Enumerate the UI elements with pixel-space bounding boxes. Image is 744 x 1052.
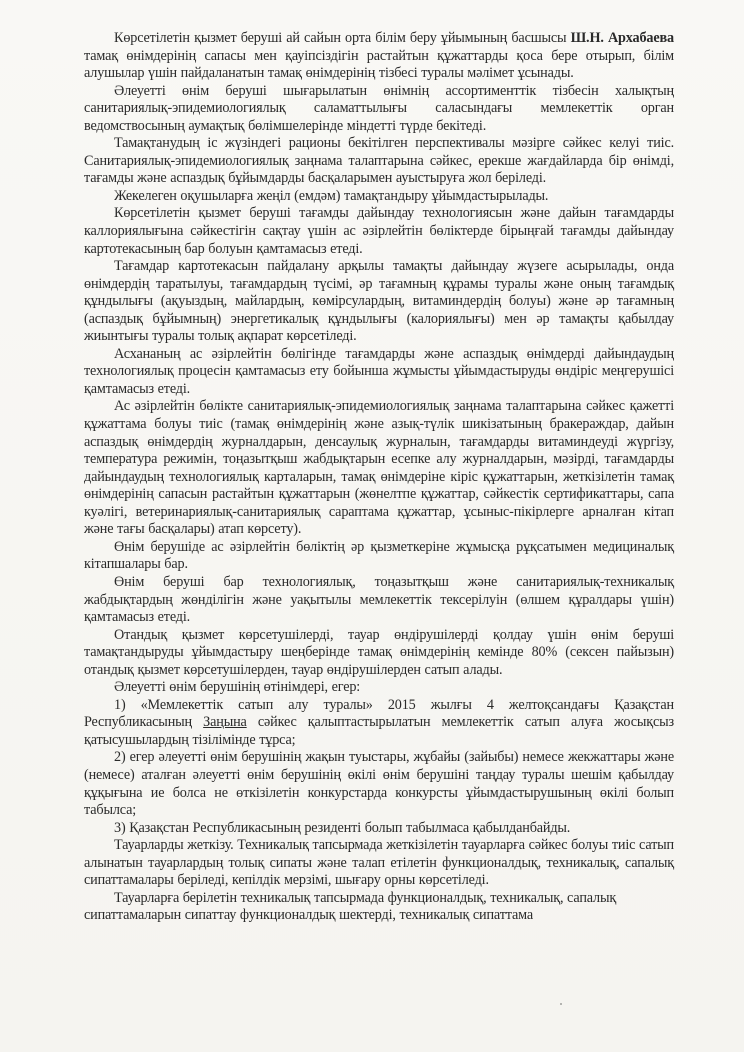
paragraph [84, 890, 674, 925]
paragraph [84, 749, 674, 819]
text-run: Отандық қызмет көрсетушілерді, тауар өндірушілерді қолдау үшін өнім беруші тамақтандыруды ұйымдастыру шеңберінде тамақ өнімдерінің кемінде 80% (сексен пайызын) отандық қызмет көрсетушілерден, тауар өндірушілерден сатып алады. [84, 626, 674, 678]
paragraph [84, 346, 674, 399]
paragraph [84, 135, 674, 188]
paragraph [84, 539, 674, 574]
paragraph [84, 83, 674, 136]
paragraph [84, 820, 674, 838]
paragraph [84, 679, 674, 697]
paragraph [84, 574, 674, 627]
paragraph [84, 205, 674, 258]
paragraph [84, 398, 674, 538]
text-run: 2) егер әлеуетті өнім берушінің жақын туыстары, жұбайы (зайыбы) немесе жекжаттары және (немесе) аталған әлеуетті өнім берушінің өкілі өнім берушіні таңдау туралы шешім қабылдау құқығына ие болса не өткізілетін конкурстарда конкурсты ұйымдастырушының өкілі болып табылса; [84, 749, 674, 819]
text-run: Жекелеген оқушыларға жеңіл (емдәм) тамақтандыру ұйымдастырылады. [114, 187, 549, 204]
paragraph [84, 258, 674, 346]
text-run: Асхананың ас әзірлейтін бөлігінде тағамдарды және аспаздық өнімдерді дайындаудың технологиялық процесін қамтамасыз ету бойынша жұмысты ұйымдастыруды өндіріс меңгерушісі қамтамасыз етеді. [84, 345, 674, 397]
text-run: тамақ өнімдерінің сапасы мен қауіпсіздігін растайтын құжаттарды қоса бере отырып, білім алушылар үшін пайдаланатын тамақ өнімдерінің тізбесі туралы мәлімет ұсынады. [84, 47, 674, 82]
paragraph [84, 697, 674, 750]
text-run: Өнім беруші бар технологиялық, тоңазытқыш және санитариялық-техникалық жабдықтардың жөнділігін және уақытылы мемлекеттік тексерілуін (өлшем құралдары үшін) қамтамасыз етеді. [84, 573, 674, 626]
paragraph [84, 837, 674, 890]
text-run: Ас әзірлейтін бөлікте санитариялық-эпидемиологиялық заңнама талаптарына сәйкес қажетті құжаттама болуы тиіс (тамақ өнімдерінің және азық-түлік шикізатының бракераждар, дайын аспаздық өнімдердің журналдарын, денсаулық журналын, тағамдарды витаминдеуді жүргізу, температура режимін, тоңазытқыш жабдықтарын есепке алу журналдарын, мәзірді, тағамдарды дайындаудың технологиялық карталарын, тамақ өнімдеріне кіріс құжаттарын, жеткізілетін тамақ өнімдерінің сапасын растайтын құжаттарын (жөнелтпе құжаттар, сәйкестік сертификаттары, сапа куәлігі, ветеринариялық-санитариялық сараптама құжаттар, ұсыныс-пікірлерге арналған кітап және тағы басқалары) атап көрсету). [84, 398, 674, 538]
text-run: Әлеуетті өнім беруші шығарылатын өнімнің ассортименттік тізбесін халықтың санитариялық-эпидемиологиялық саламаттылығы саласындағы мемлекеттік орган ведомствосының аумақтық бөлімшелерінде міндетті түрде бекітеді. [84, 82, 674, 134]
paragraph [84, 30, 674, 83]
document-body [84, 30, 674, 925]
text-run: Өнім берушіде ас әзірлейтін бөліктің әр қызметкеріне жұмысқа рұқсатымен медициналық кітапшалары бар. [84, 538, 674, 573]
text-run: Көрсетілетін қызмет беруші ай сайын орта білім беру ұйымының басшысы [114, 30, 571, 46]
text-run: Көрсетілетін қызмет беруші тағамды дайындау технологиясын және дайын тағамдарды каллориялығына сәйкестігін сақтау үшін ас әзірлейтін бөліктерде бірыңғай тағамды дайындау картотекасының бар болуын қамтамасыз етеді. [84, 205, 674, 257]
law-link-text: Заңына [203, 714, 247, 731]
bold-name: Ш.Н. Архабаева [570, 30, 674, 46]
text-run: Тамақтанудың іс жүзіндегі рационы бекітілген перспективалы мәзірге сәйкес келуі тиіс. Санитариялық-эпидемиологиялық заңнама талаптарына сәйкес, ерекше жағдайларда бір өнімді, тағамды және аспаздық бұйымдарды басқаларымен ауыстыруға жол беріледі. [84, 135, 674, 187]
text-run: Тағамдар картотекасын пайдалану арқылы тамақты дайындау жүзеге асырылады, онда өнімдердің таратылуы, тағамдардың түсімі, әр тағамның құрамы туралы және оның тағамдық құндылығы (ақуыздың, майлардың, көмірсулардың, витаминдердің болуы) және әр тағамның (аспаздық бұйымның) энергетикалық құндылығы (калориялығы) мен әр тамақты қабылдау жиынтығы туралы толық ақпарат көрсетіледі. [84, 258, 674, 345]
text-run: Әлеуетті өнім берушінің өтінімдері, егер: [114, 679, 361, 696]
text-run: сәйкес қалыптастырылатын мемлекеттік сатып алуға жосықсыз қатысушылардың тізілімінде тұрса; [84, 714, 674, 748]
paragraph [84, 627, 674, 680]
text-run: Тауарларды жеткізу. Техникалық тапсырмада жеткізілетін тауарларға сәйкес болуы тиіс сатып алынатын тауарлардың толық сипаты және талап етілетін функционалдық, техникалық, сапалық сипаттамалары беріледі, кепілдік мерзімі, шығару орны көрсетіледі. [84, 837, 674, 889]
scan-speck [560, 1003, 562, 1005]
paragraph [84, 188, 674, 206]
text-run: 3) Қазақстан Республикасының резиденті болып табылмаса қабылданбайды. [114, 819, 571, 836]
text-run: 1) «Мемлекеттік сатып алу туралы» 2015 жылғы 4 желтоқсандағы Қазақстан Республикасының [84, 696, 674, 731]
text-run: Тауарларға берілетін техникалық тапсырмада функционалдық, техникалық, сапалық сипаттамаларын сипаттау функционалдық шектерді, техникалық сипаттама [84, 889, 617, 924]
